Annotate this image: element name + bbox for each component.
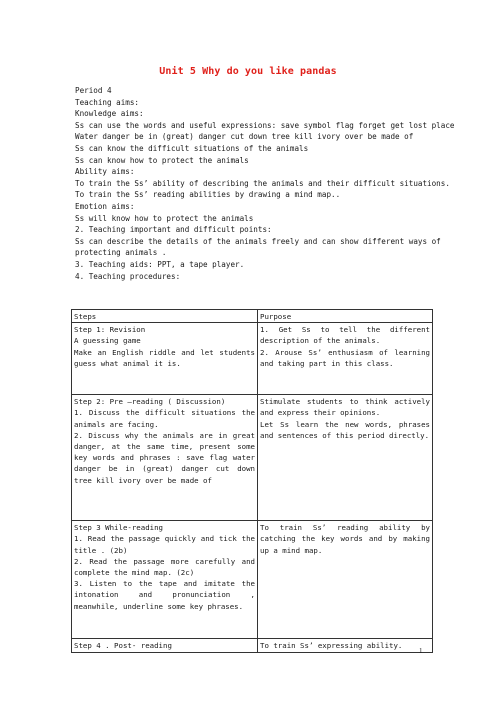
cell-text: 1. Read the passage quickly and tick the title . (2b) [74,534,255,555]
text-line: To train the Ss’ ability of describing the animals and their difficult situations. [75,178,450,188]
table-row [72,521,433,639]
text-line: Ss can know the difficult situations of the animals [75,143,309,153]
cell-text: Step 4 . Post- reading [74,641,172,651]
text-line: Ss can describe the details of the animals freely and can show different ways of [75,236,441,246]
table-row [72,639,433,653]
steps-cell [72,323,258,395]
cell-text: Let Ss learn the new words, phrases and sentences of this period directly. [260,419,430,440]
text-line: 2. Teaching important and difficult points: [75,225,272,235]
text-line: Ss can know how to protect the animals [75,155,249,165]
text-line: Water danger be in (great) danger cut down tree kill ivory over be made of [75,132,414,142]
cell-text: 2. Discuss why the animals are in great danger, at the same time, present some key words and phrases : save flag water danger be in (great) danger cut down tree kill ivory over be made of [74,430,255,485]
document-body [75,85,455,282]
table-row [72,395,433,521]
table-header-row [72,310,433,323]
header-steps: Steps [72,310,258,323]
text-line: 3. Teaching aids: PPT, a tape player. [75,259,245,269]
cell-text: 1. Discuss the difficult situations the animals are facing. [74,408,255,429]
text-line: Period 4 [75,86,112,95]
cell-text: To train Ss’ expressing ability. [260,641,403,651]
purpose-cell [258,639,433,653]
cell-text: 1. Get Ss to tell the different description of the animals. [260,325,430,346]
cell-text: Stimulate students to think actively and express their opinions. [260,397,430,418]
purpose-cell [258,521,433,639]
cell-text: A guessing game [74,336,141,346]
page-number: 1 [419,647,423,655]
steps-cell [72,521,258,639]
steps-cell [72,395,258,521]
text-line: 4. Teaching procedures: [75,271,181,281]
cell-text: Step 2: Pre –reading ( Discussion) [74,397,226,407]
text-line: Ss can use the words and useful expressions: save symbol flag forget get lost place [75,120,455,130]
document-title: Unit 5 Why do you like pandas [159,66,337,77]
cell-text: Make an English riddle and let students guess what animal it is. [74,347,255,368]
procedures-table [71,309,433,653]
cell-text: 2. Arouse Ss’ enthusiasm of learning and taking part in this class. [260,347,430,368]
header-purpose: Purpose [258,310,433,323]
text-line: protecting animals . [75,248,167,258]
text-line: To train the Ss’ reading abilities by drawing a mind map.. [75,190,341,200]
cell-text: Step 1: Revision [74,325,146,335]
purpose-cell [258,395,433,521]
text-line: Ss will know how to protect the animals [75,213,254,223]
text-line: Emotion aims: [75,201,135,211]
purpose-cell [258,323,433,395]
text-line: Ability aims: [75,167,135,177]
cell-text: 3. Listen to the tape and imitate the intonation and pronunciation , meanwhile, underline some key phrases. [74,579,255,611]
text-line: Teaching aims: [75,97,140,107]
cell-text: To train Ss’ reading ability by catching the key words and by making up a mind map. [260,523,430,555]
cell-text: Step 3 While-reading [74,523,163,533]
cell-text: 2. Read the passage more carefully and complete the mind map. (2c) [74,556,255,578]
text-line: Knowledge aims: [75,109,144,119]
steps-cell [72,639,258,653]
table-row [72,323,433,395]
